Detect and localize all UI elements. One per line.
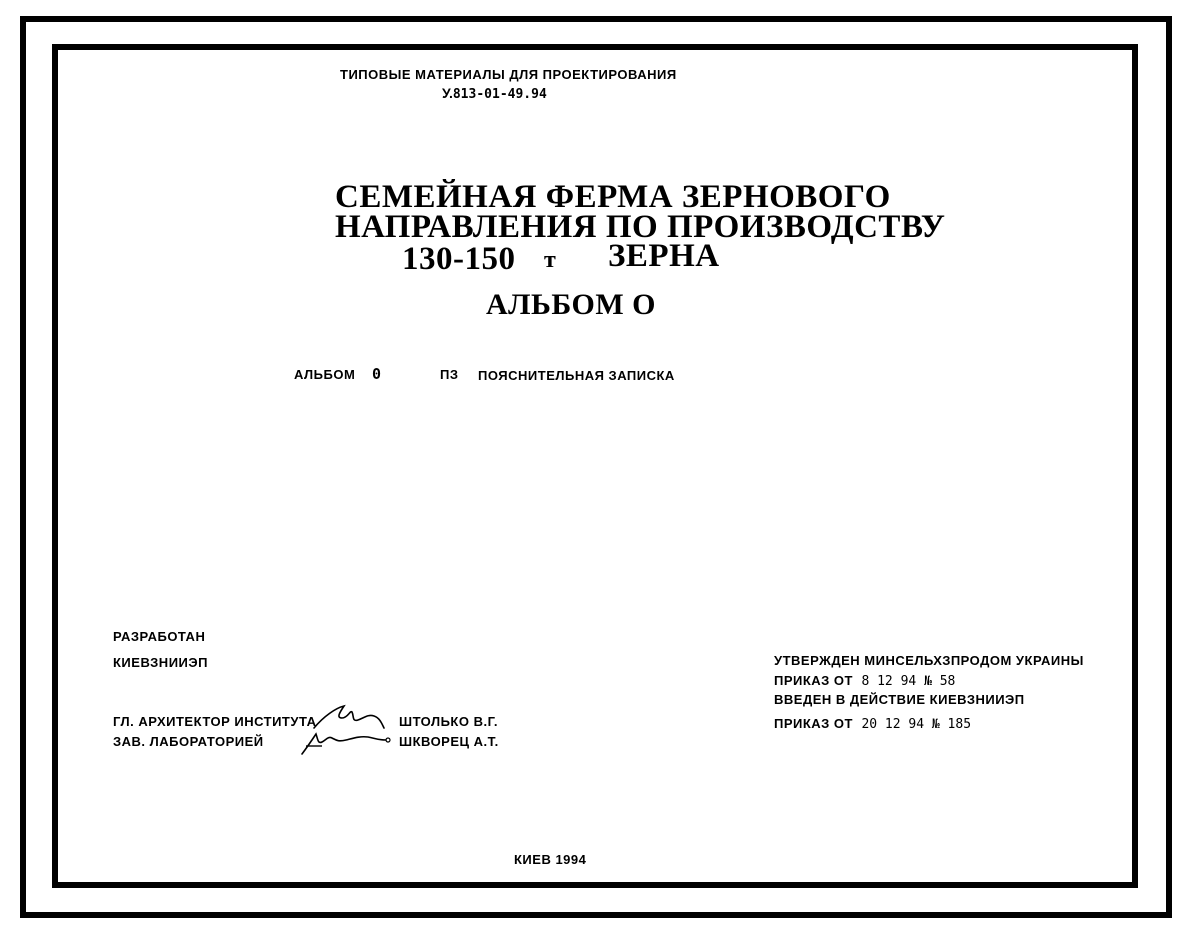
approval-order-1-label: ПРИКАЗ ОТ (774, 673, 853, 688)
developed-org: КИЕВЗНИИЭП (113, 655, 208, 670)
series-code (442, 86, 547, 101)
title-word: ЗЕРНА (608, 238, 720, 274)
staff-name-1: ШТОЛЬКО В.Г. (399, 714, 498, 729)
title-amount: 130-150 (402, 241, 516, 277)
staff-role-2: ЗАВ. ЛАБОРАТОРИЕЙ (113, 734, 264, 749)
album-title: АЛЬБОМ О (486, 288, 656, 321)
signature-drawing (296, 700, 396, 760)
contents-label: АЛЬБОМ (294, 367, 356, 382)
approval-line-1: УТВЕРЖДЕН МИНСЕЛЬХЗПРОДОМ УКРАИНЫ (774, 653, 1084, 668)
approval-order-1 (774, 673, 955, 689)
title-line-1: СЕМЕЙНАЯ ФЕРМА ЗЕРНОВОГО (335, 179, 891, 215)
series-code-prefix: У. (442, 85, 453, 101)
inner-frame (52, 44, 1138, 888)
approval-order-2-value: 20 12 94 № 185 (861, 717, 972, 732)
staff-name-2: ШКВОРЕЦ А.Т. (399, 734, 499, 749)
contents-number: 0 (372, 365, 382, 383)
city-year: КИЕВ 1994 (514, 852, 587, 867)
staff-role-1: ГЛ. АРХИТЕКТОР ИНСТИТУТА (113, 714, 317, 729)
series-code-value: 813-01-49.94 (452, 87, 547, 102)
title-unit: т (544, 247, 557, 273)
approval-order-2 (774, 716, 971, 732)
approval-line-3: ВВЕДЕН В ДЕЙСТВИЕ КИЕВЗНИИЭП (774, 692, 1025, 707)
approval-order-2-label: ПРИКАЗ ОТ (774, 716, 853, 731)
contents-description: ПОЯСНИТЕЛЬНАЯ ЗАПИСКА (478, 368, 675, 383)
series-heading: ТИПОВЫЕ МАТЕРИАЛЫ ДЛЯ ПРОЕКТИРОВАНИЯ (340, 67, 677, 82)
title-line-2: НАПРАВЛЕНИЯ ПО ПРОИЗВОДСТВУ (335, 209, 946, 245)
approval-order-1-value: 8 12 94 № 58 (861, 674, 956, 689)
developed-label: РАЗРАБОТАН (113, 629, 206, 644)
contents-code: ПЗ (440, 367, 459, 382)
